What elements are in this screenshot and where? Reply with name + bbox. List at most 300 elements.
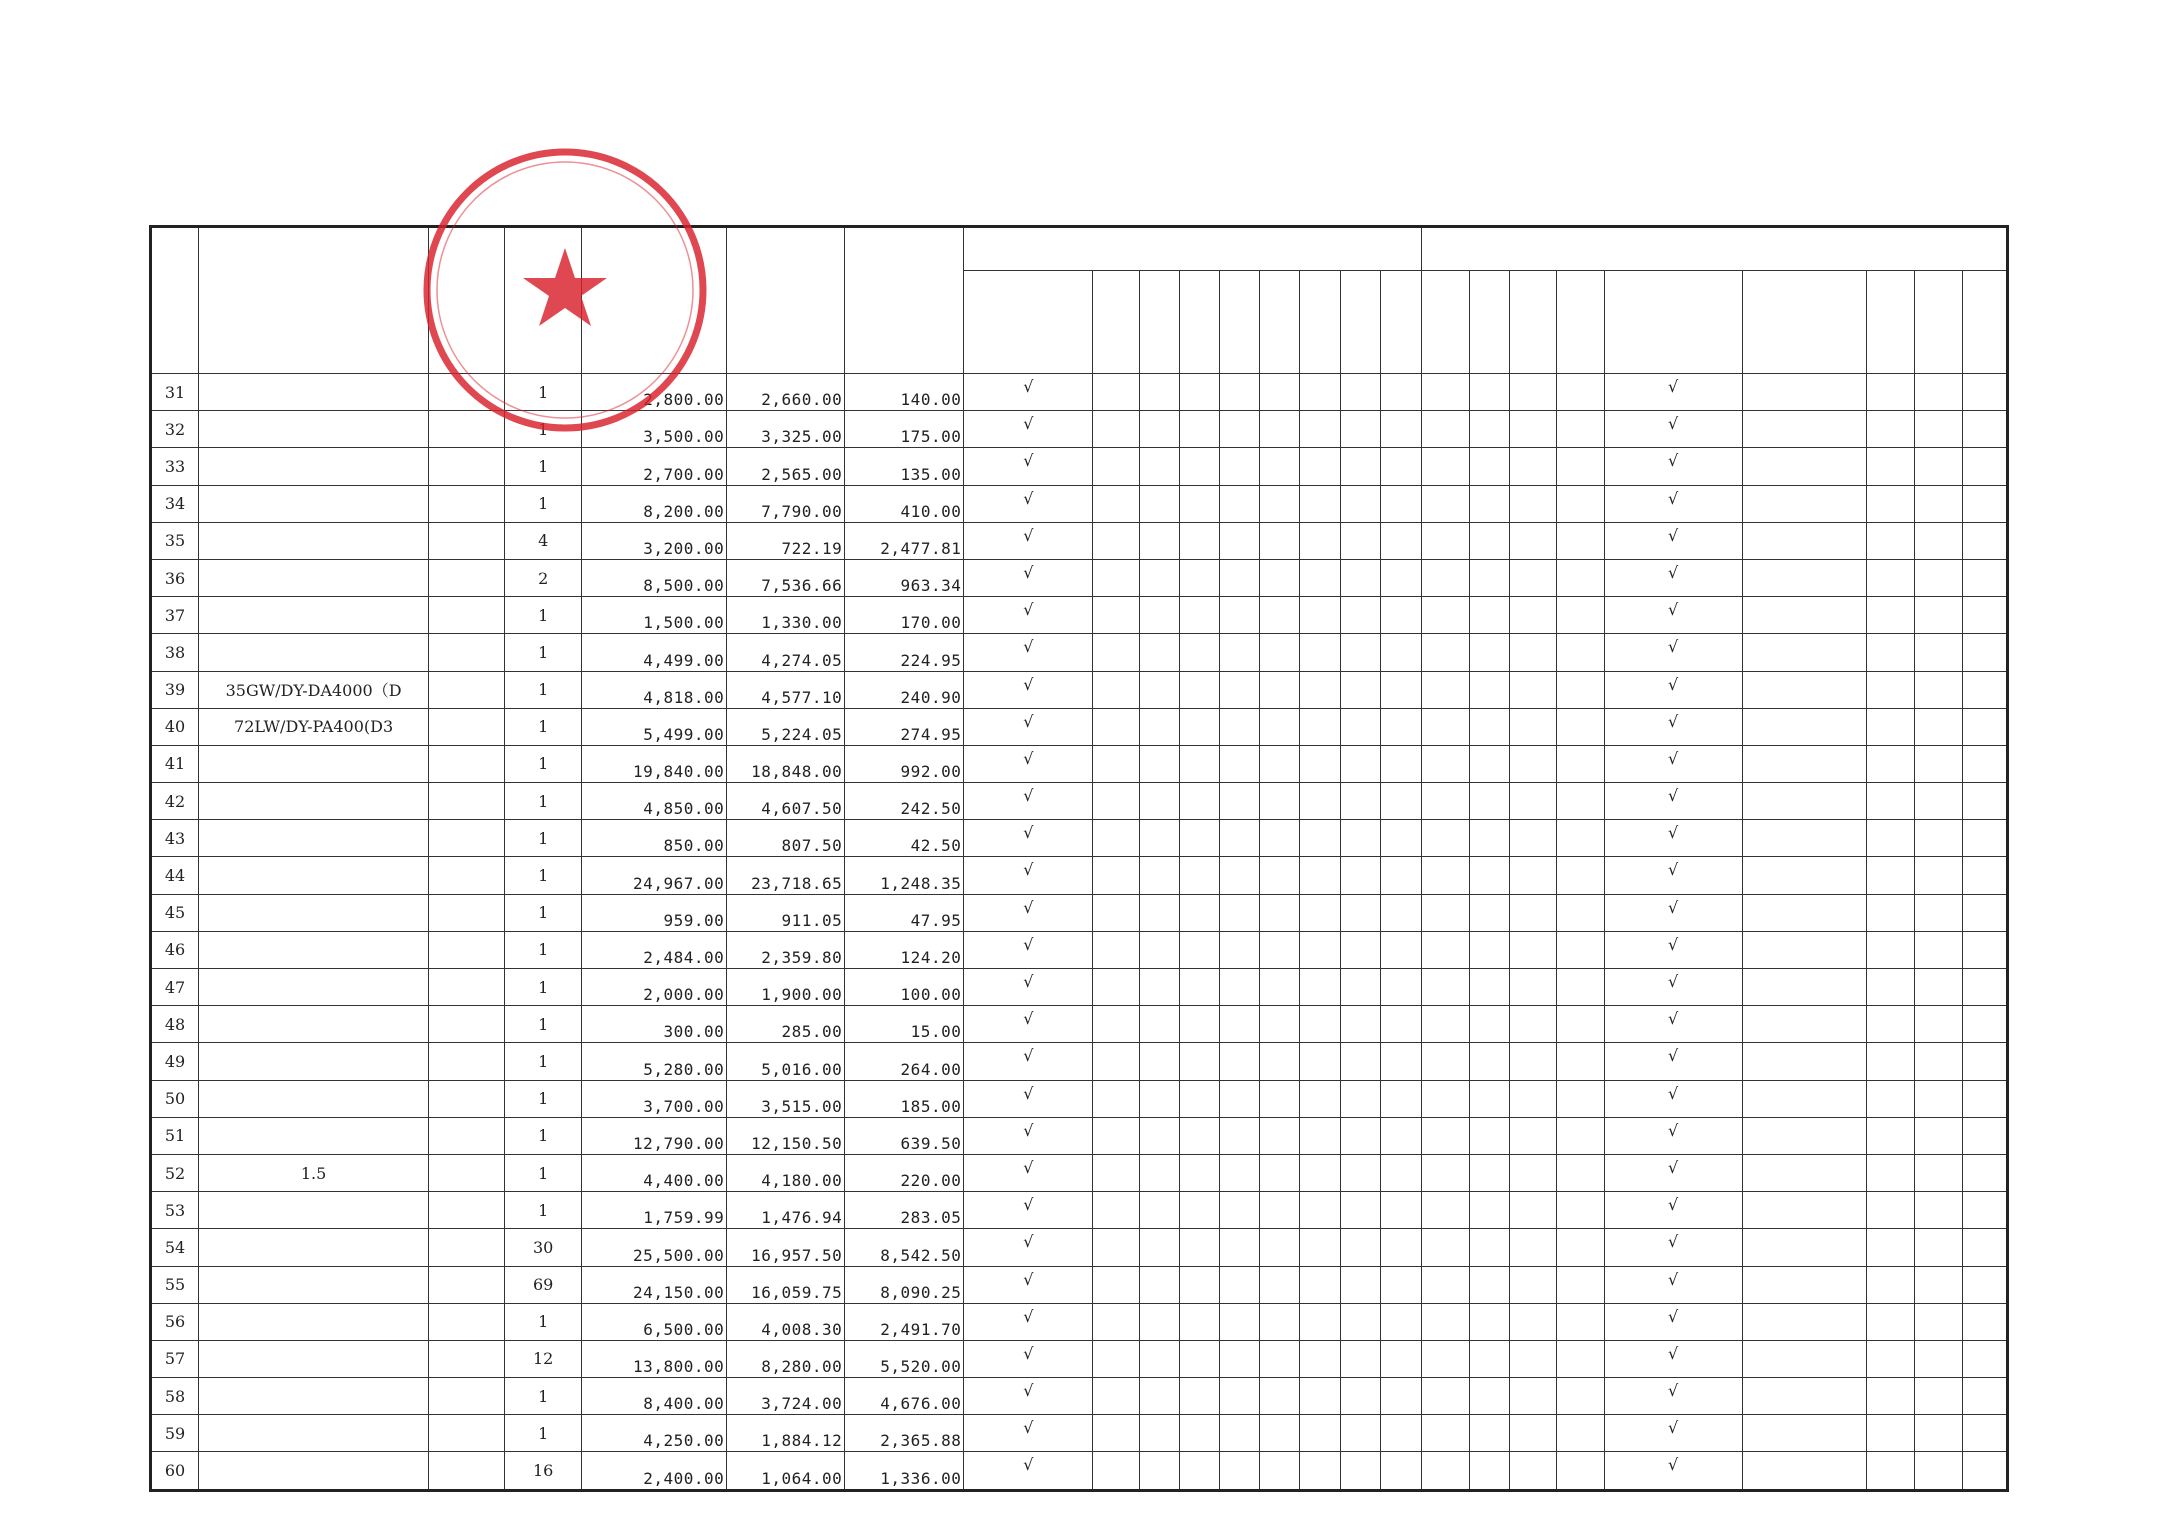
cell-usage-empty (1742, 671, 1866, 708)
cell-status-empty (1180, 597, 1220, 634)
table-row (151, 522, 2008, 559)
cell-usage-empty (1742, 1303, 1866, 1340)
cell-status-empty (1140, 1340, 1180, 1377)
table-row (151, 745, 2008, 782)
cell-status-empty (1180, 1303, 1220, 1340)
cell-status-empty (1180, 1080, 1220, 1117)
cell-quantity: 12 (505, 1340, 582, 1377)
table-row (151, 1415, 2008, 1452)
header-group-usage (1421, 227, 2007, 271)
cell-usage-empty (1421, 1192, 1469, 1229)
cell-status-empty (1260, 1043, 1300, 1080)
cell-usage-empty (1469, 1117, 1509, 1154)
cell-status-empty (1380, 411, 1421, 448)
cell-usage-empty (1469, 783, 1509, 820)
cell-book-value: 959.00 (582, 894, 727, 931)
cell-usage-empty (1742, 1229, 1866, 1266)
cell-usage-empty (1866, 448, 1914, 485)
cell-accum-depreciation: 722.19 (727, 522, 845, 559)
cell-quantity: 1 (505, 708, 582, 745)
cell-status-empty (1180, 522, 1220, 559)
cell-status-empty (1380, 1378, 1421, 1415)
cell-unit (429, 931, 505, 968)
cell-usage-empty (1914, 1378, 1962, 1415)
cell-status-normal: √ (964, 1080, 1093, 1117)
cell-usage-empty (1469, 374, 1509, 411)
cell-unit (429, 1340, 505, 1377)
cell-status-empty (1260, 857, 1300, 894)
cell-usage-empty (1556, 1303, 1604, 1340)
cell-status-normal: √ (964, 1266, 1093, 1303)
cell-status-empty (1380, 783, 1421, 820)
cell-accum-depreciation: 18,848.00 (727, 745, 845, 782)
cell-asset-name (199, 1080, 429, 1117)
cell-usage-empty (1962, 522, 2007, 559)
cell-status-empty (1340, 857, 1380, 894)
cell-status-empty (1140, 485, 1180, 522)
cell-status-empty (1180, 1154, 1220, 1191)
cell-net-value: 8,090.25 (845, 1266, 964, 1303)
cell-status-empty (1140, 708, 1180, 745)
header-seq (151, 227, 199, 374)
cell-usage-empty (1962, 671, 2007, 708)
cell-status-empty (1180, 894, 1220, 931)
cell-seq: 40 (151, 708, 199, 745)
cell-asset-name (199, 559, 429, 596)
cell-status-empty (1140, 1192, 1180, 1229)
cell-usage-empty (1421, 671, 1469, 708)
cell-usage-empty (1421, 1266, 1469, 1303)
cell-usage-empty (1962, 745, 2007, 782)
header-status-col (1340, 271, 1380, 374)
cell-status-empty (1340, 671, 1380, 708)
cell-status-empty (1093, 411, 1140, 448)
cell-status-empty (1340, 1192, 1380, 1229)
cell-usage-empty (1742, 1266, 1866, 1303)
table-row (151, 1117, 2008, 1154)
cell-net-value: 5,520.00 (845, 1340, 964, 1377)
cell-asset-name (199, 931, 429, 968)
cell-unit (429, 1266, 505, 1303)
cell-usage-empty (1742, 374, 1866, 411)
cell-usage-empty (1469, 1266, 1509, 1303)
cell-asset-name (199, 969, 429, 1006)
cell-unit (429, 1117, 505, 1154)
cell-status-empty (1380, 671, 1421, 708)
cell-usage-empty (1962, 374, 2007, 411)
cell-status-empty (1140, 820, 1180, 857)
cell-net-value: 1,248.35 (845, 857, 964, 894)
cell-net-value: 639.50 (845, 1117, 964, 1154)
cell-quantity: 1 (505, 1154, 582, 1191)
cell-usage-empty (1509, 1340, 1556, 1377)
cell-asset-name (199, 1266, 429, 1303)
cell-book-value: 2,700.00 (582, 448, 727, 485)
cell-usage-empty (1866, 1043, 1914, 1080)
cell-unit (429, 783, 505, 820)
cell-status-empty (1300, 411, 1340, 448)
cell-usage-empty (1962, 969, 2007, 1006)
cell-usage-management: √ (1604, 1415, 1742, 1452)
cell-status-empty (1220, 522, 1260, 559)
cell-usage-empty (1469, 522, 1509, 559)
cell-status-empty (1300, 708, 1340, 745)
header-book-value (582, 227, 727, 374)
cell-usage-empty (1469, 894, 1509, 931)
cell-usage-management: √ (1604, 1154, 1742, 1191)
cell-usage-empty (1509, 969, 1556, 1006)
cell-usage-empty (1556, 745, 1604, 782)
cell-usage-empty (1866, 1415, 1914, 1452)
cell-book-value: 1,759.99 (582, 1192, 727, 1229)
cell-usage-empty (1914, 894, 1962, 931)
cell-status-empty (1220, 485, 1260, 522)
cell-book-value: 12,790.00 (582, 1117, 727, 1154)
cell-usage-empty (1509, 857, 1556, 894)
header-accum-depreciation (727, 227, 845, 374)
cell-status-empty (1340, 894, 1380, 931)
cell-usage-empty (1556, 1154, 1604, 1191)
cell-usage-empty (1962, 1415, 2007, 1452)
cell-seq: 34 (151, 485, 199, 522)
cell-usage-empty (1742, 745, 1866, 782)
cell-usage-empty (1509, 1192, 1556, 1229)
cell-status-empty (1093, 559, 1140, 596)
cell-status-empty (1340, 485, 1380, 522)
cell-status-empty (1300, 671, 1340, 708)
cell-unit (429, 1303, 505, 1340)
cell-usage-empty (1421, 820, 1469, 857)
cell-usage-empty (1914, 1452, 1962, 1490)
cell-seq: 52 (151, 1154, 199, 1191)
cell-status-empty (1380, 485, 1421, 522)
cell-status-empty (1220, 411, 1260, 448)
cell-status-empty (1180, 448, 1220, 485)
cell-usage-empty (1556, 969, 1604, 1006)
cell-status-normal: √ (964, 1006, 1093, 1043)
table-row (151, 708, 2008, 745)
cell-asset-name (199, 1192, 429, 1229)
cell-usage-empty (1421, 1452, 1469, 1490)
cell-asset-name (199, 411, 429, 448)
cell-status-empty (1220, 671, 1260, 708)
table-row (151, 820, 2008, 857)
header-net-value (845, 227, 964, 374)
cell-usage-empty (1421, 559, 1469, 596)
cell-seq: 41 (151, 745, 199, 782)
cell-status-normal: √ (964, 745, 1093, 782)
period-label (0, 205, 2160, 225)
cell-status-normal: √ (964, 1192, 1093, 1229)
table-row (151, 894, 2008, 931)
cell-usage-empty (1914, 1192, 1962, 1229)
cell-usage-empty (1866, 1340, 1914, 1377)
cell-usage-empty (1421, 894, 1469, 931)
cell-usage-empty (1509, 1006, 1556, 1043)
header-usage-col (1556, 271, 1604, 374)
cell-accum-depreciation: 4,577.10 (727, 671, 845, 708)
cell-status-empty (1093, 1154, 1140, 1191)
cell-status-empty (1340, 708, 1380, 745)
cell-status-empty (1300, 522, 1340, 559)
cell-usage-empty (1866, 597, 1914, 634)
cell-quantity: 1 (505, 820, 582, 857)
cell-seq: 45 (151, 894, 199, 931)
cell-book-value: 2,484.00 (582, 931, 727, 968)
cell-quantity: 4 (505, 522, 582, 559)
cell-status-normal: √ (964, 969, 1093, 1006)
cell-status-empty (1260, 783, 1300, 820)
cell-seq: 54 (151, 1229, 199, 1266)
cell-status-empty (1180, 1340, 1220, 1377)
cell-status-empty (1093, 1043, 1140, 1080)
cell-usage-empty (1962, 1378, 2007, 1415)
cell-status-empty (1300, 1266, 1340, 1303)
cell-status-empty (1140, 1303, 1180, 1340)
cell-status-empty (1180, 708, 1220, 745)
cell-accum-depreciation: 2,565.00 (727, 448, 845, 485)
cell-usage-empty (1421, 485, 1469, 522)
cell-status-empty (1380, 448, 1421, 485)
cell-status-empty (1260, 1378, 1300, 1415)
header-status-col (1220, 271, 1260, 374)
cell-usage-empty (1469, 1378, 1509, 1415)
cell-usage-empty (1556, 820, 1604, 857)
cell-status-empty (1260, 1266, 1300, 1303)
cell-status-empty (1340, 1415, 1380, 1452)
cell-quantity: 30 (505, 1229, 582, 1266)
cell-book-value: 4,250.00 (582, 1415, 727, 1452)
cell-usage-management: √ (1604, 1080, 1742, 1117)
cell-asset-name (199, 1117, 429, 1154)
cell-usage-management: √ (1604, 374, 1742, 411)
cell-status-empty (1220, 1378, 1260, 1415)
cell-usage-empty (1469, 1043, 1509, 1080)
table-row (151, 411, 2008, 448)
cell-seq: 31 (151, 374, 199, 411)
cell-usage-empty (1914, 1080, 1962, 1117)
cell-usage-empty (1866, 857, 1914, 894)
cell-status-empty (1340, 1229, 1380, 1266)
cell-status-empty (1380, 522, 1421, 559)
cell-usage-empty (1469, 559, 1509, 596)
cell-status-normal: √ (964, 1415, 1093, 1452)
cell-status-empty (1180, 1117, 1220, 1154)
cell-usage-empty (1962, 1117, 2007, 1154)
cell-book-value: 8,500.00 (582, 559, 727, 596)
cell-unit (429, 1043, 505, 1080)
cell-usage-empty (1556, 522, 1604, 559)
cell-status-empty (1220, 708, 1260, 745)
cell-usage-empty (1509, 634, 1556, 671)
cell-usage-empty (1742, 1452, 1866, 1490)
cell-usage-management: √ (1604, 708, 1742, 745)
cell-usage-empty (1421, 448, 1469, 485)
cell-usage-empty (1866, 894, 1914, 931)
cell-status-empty (1260, 1154, 1300, 1191)
cell-quantity: 1 (505, 1378, 582, 1415)
cell-usage-management: √ (1604, 597, 1742, 634)
cell-usage-empty (1556, 894, 1604, 931)
cell-status-empty (1380, 597, 1421, 634)
cell-usage-empty (1742, 1340, 1866, 1377)
table-row (151, 1080, 2008, 1117)
asset-table (149, 225, 2009, 1492)
table-row (151, 1229, 2008, 1266)
cell-usage-empty (1556, 931, 1604, 968)
cell-status-normal: √ (964, 1340, 1093, 1377)
cell-status-empty (1180, 820, 1220, 857)
cell-status-empty (1093, 783, 1140, 820)
cell-usage-empty (1469, 1006, 1509, 1043)
cell-usage-empty (1914, 1415, 1962, 1452)
cell-status-empty (1220, 1080, 1260, 1117)
cell-status-empty (1140, 634, 1180, 671)
cell-quantity: 2 (505, 559, 582, 596)
cell-status-empty (1380, 1192, 1421, 1229)
header-status-col (1140, 271, 1180, 374)
document-title (0, 146, 2160, 182)
header-usage-col (1509, 271, 1556, 374)
cell-quantity: 69 (505, 1266, 582, 1303)
cell-status-normal: √ (964, 894, 1093, 931)
cell-usage-empty (1962, 1192, 2007, 1229)
cell-status-empty (1300, 559, 1340, 596)
cell-quantity: 1 (505, 894, 582, 931)
header-usage-col (1914, 271, 1962, 374)
cell-usage-empty (1421, 1154, 1469, 1191)
cell-usage-empty (1866, 1117, 1914, 1154)
cell-usage-empty (1962, 1266, 2007, 1303)
cell-usage-empty (1469, 1340, 1509, 1377)
cell-unit (429, 1006, 505, 1043)
cell-status-empty (1093, 1378, 1140, 1415)
header-usage-col (1962, 271, 2007, 374)
cell-seq: 44 (151, 857, 199, 894)
cell-status-empty (1180, 969, 1220, 1006)
cell-status-normal: √ (964, 1043, 1093, 1080)
cell-usage-empty (1962, 634, 2007, 671)
cell-status-empty (1380, 559, 1421, 596)
cell-usage-empty (1742, 1415, 1866, 1452)
cell-usage-empty (1556, 783, 1604, 820)
cell-net-value: 240.90 (845, 671, 964, 708)
cell-usage-empty (1962, 1229, 2007, 1266)
cell-status-empty (1220, 634, 1260, 671)
cell-accum-depreciation: 23,718.65 (727, 857, 845, 894)
cell-quantity: 16 (505, 1452, 582, 1490)
cell-status-empty (1140, 1080, 1180, 1117)
cell-status-empty (1340, 1117, 1380, 1154)
cell-status-empty (1180, 1452, 1220, 1490)
cell-status-empty (1220, 1452, 1260, 1490)
cell-asset-name (199, 1452, 429, 1490)
cell-usage-empty (1962, 448, 2007, 485)
cell-status-normal: √ (964, 559, 1093, 596)
cell-seq: 59 (151, 1415, 199, 1452)
cell-unit (429, 1415, 505, 1452)
cell-status-normal: √ (964, 820, 1093, 857)
cell-status-empty (1340, 1006, 1380, 1043)
cell-status-empty (1180, 485, 1220, 522)
cell-status-empty (1380, 374, 1421, 411)
cell-usage-empty (1421, 634, 1469, 671)
cell-status-empty (1380, 1340, 1421, 1377)
cell-status-empty (1260, 931, 1300, 968)
cell-usage-management: √ (1604, 969, 1742, 1006)
cell-usage-empty (1556, 485, 1604, 522)
cell-usage-empty (1742, 1043, 1866, 1080)
cell-status-empty (1260, 708, 1300, 745)
cell-status-empty (1340, 597, 1380, 634)
cell-usage-empty (1866, 1378, 1914, 1415)
cell-status-empty (1380, 1229, 1421, 1266)
cell-status-empty (1380, 1303, 1421, 1340)
cell-usage-management: √ (1604, 1303, 1742, 1340)
cell-usage-empty (1914, 1043, 1962, 1080)
cell-usage-empty (1742, 1192, 1866, 1229)
cell-status-empty (1093, 857, 1140, 894)
cell-usage-management: √ (1604, 634, 1742, 671)
cell-usage-empty (1469, 485, 1509, 522)
cell-seq: 49 (151, 1043, 199, 1080)
cell-usage-empty (1556, 1452, 1604, 1490)
cell-book-value: 2,000.00 (582, 969, 727, 1006)
cell-status-empty (1380, 1452, 1421, 1490)
cell-status-empty (1180, 634, 1220, 671)
header-asset-name (199, 227, 429, 374)
cell-usage-empty (1421, 1303, 1469, 1340)
cell-status-empty (1180, 411, 1220, 448)
cell-status-empty (1140, 522, 1180, 559)
cell-usage-empty (1742, 448, 1866, 485)
cell-usage-empty (1509, 1154, 1556, 1191)
table-row (151, 634, 2008, 671)
cell-usage-empty (1509, 1452, 1556, 1490)
cell-status-empty (1140, 1006, 1180, 1043)
cell-accum-depreciation: 1,330.00 (727, 597, 845, 634)
cell-usage-empty (1866, 671, 1914, 708)
cell-status-empty (1260, 1303, 1300, 1340)
cell-status-empty (1180, 931, 1220, 968)
cell-status-empty (1220, 448, 1260, 485)
cell-status-empty (1340, 1043, 1380, 1080)
cell-status-normal: √ (964, 485, 1093, 522)
cell-status-empty (1220, 969, 1260, 1006)
cell-usage-empty (1469, 1080, 1509, 1117)
cell-usage-management: √ (1604, 1229, 1742, 1266)
cell-usage-empty (1421, 1229, 1469, 1266)
cell-status-empty (1093, 448, 1140, 485)
cell-usage-empty (1962, 931, 2007, 968)
cell-status-empty (1260, 597, 1300, 634)
cell-seq: 51 (151, 1117, 199, 1154)
cell-usage-empty (1556, 1006, 1604, 1043)
cell-usage-empty (1866, 485, 1914, 522)
cell-status-empty (1340, 1266, 1380, 1303)
cell-status-empty (1340, 1340, 1380, 1377)
cell-usage-empty (1914, 783, 1962, 820)
cell-net-value: 410.00 (845, 485, 964, 522)
cell-usage-empty (1742, 857, 1866, 894)
cell-usage-empty (1469, 448, 1509, 485)
cell-usage-management: √ (1604, 1006, 1742, 1043)
cell-usage-empty (1866, 708, 1914, 745)
cell-asset-name (199, 783, 429, 820)
cell-asset-name: 1.5 (199, 1154, 429, 1191)
cell-accum-depreciation: 1,884.12 (727, 1415, 845, 1452)
header-status-col (1300, 271, 1340, 374)
